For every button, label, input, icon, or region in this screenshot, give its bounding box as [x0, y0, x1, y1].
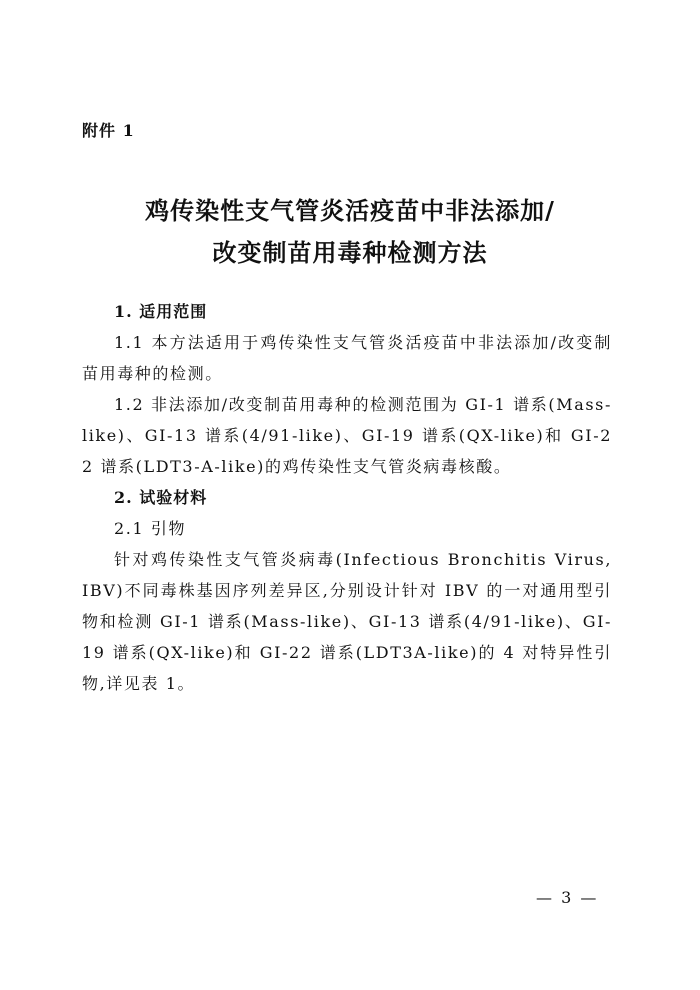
subsection-2-1-heading: 2.1 引物: [114, 519, 187, 538]
document-title: [0, 190, 700, 274]
paragraph-1-1: 1.1 本方法适用于鸡传染性支气管炎活疫苗中非法添加/改变制苗用毒种的检测。: [82, 333, 612, 383]
section-1-heading: 1. 适用范围: [114, 302, 208, 321]
document-body: [82, 296, 612, 699]
title-line-2: 改变制苗用毒种检测方法: [212, 238, 488, 267]
paragraph-2-1: 针对鸡传染性支气管炎病毒(Infectious Bronchitis Virus, IBV)不同毒株基因序列差异区,分别设计针对 IBV 的一对通用型引物和检测 GI-1 谱系(Mass-like)、GI-13 谱系(4/91-like)、GI-19 谱系(QX-like)和 GI-22 谱系(LDT3A-like)的 4 对特异性引物,详见表 1。: [82, 550, 612, 693]
title-line-1: 鸡传染性支气管炎活疫苗中非法添加/: [145, 196, 555, 225]
attachment-label: 附件 1: [82, 121, 135, 140]
page-number: — 3 —: [536, 888, 599, 907]
paragraph-1-2: 1.2 非法添加/改变制苗用毒种的检测范围为 GI-1 谱系(Mass-like)、GI-13 谱系(4/91-like)、GI-19 谱系(QX-like)和 GI-22 谱系(LDT3-A-like)的鸡传染性支气管炎病毒核酸。: [82, 395, 612, 476]
section-2-heading: 2. 试验材料: [114, 488, 208, 507]
